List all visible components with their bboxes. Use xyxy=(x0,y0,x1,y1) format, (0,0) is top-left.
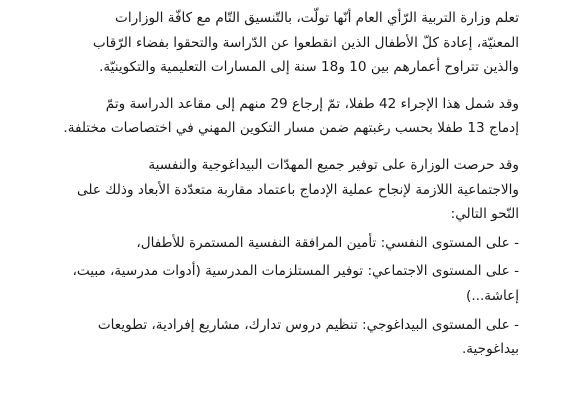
text-line: - على المستوى الاجتماعي: توفير المستلزمات المدرسية (أدوات مدرسية، مبيت، xyxy=(72,263,519,280)
paragraph-intro xyxy=(40,6,519,80)
text-line: - على المستوى النفسي: تأمين المرافقة النفسية المستمرة للأطفال، xyxy=(136,234,519,251)
text-line: النّحو التالي: xyxy=(450,206,519,223)
text-line: تعلم وزارة التربية الرّأي العام أنّها تولّت، بالتّنسيق التّام مع كافّة الوزارات xyxy=(115,10,519,26)
text-line: إدماج 13 طفلا بحسب رغبتهم ضمن مسار التكوين المهني في اختصاصات مختلفة. xyxy=(63,120,519,137)
text-line: إعاشة...) xyxy=(466,287,519,304)
paragraph-statistics xyxy=(40,92,519,141)
text-line: والذين تتراوح أعمارهم بين 10 و18 سنة إلى المسارات التعليمية والتكوينيّة. xyxy=(99,59,519,76)
text-line: بيداغوجية. xyxy=(461,341,519,358)
text-line: والاجتماعية اللازمة لإنجاح عملية الإدماج باعتماد مقاربة متعدّدة الأبعاد وذلك على xyxy=(77,181,519,198)
bullet-psychological xyxy=(40,231,519,256)
bullet-social xyxy=(40,259,519,308)
text-line: وقد شمل هذا الإجراء 42 طفلا، تمّ إرجاع 29 منهم إلى مقاعد الدراسة وتمّ xyxy=(105,95,519,112)
bullet-pedagogical xyxy=(40,313,519,362)
paragraph-measures xyxy=(40,153,519,227)
text-line: المعنيّة، إعادة كلّ الأطفال الذين انقطعوا عن الدّراسة والتحقوا بفضاء الرّقاب xyxy=(92,34,519,51)
text-line: وقد حرصت الوزارة على توفير جميع المهدّات البيداغوجية والنفسية xyxy=(148,156,519,173)
text-line: - على المستوى البيداغوجي: تنظيم دروس تدارك، مشاريع إفرادية، تطويعات xyxy=(97,316,519,333)
